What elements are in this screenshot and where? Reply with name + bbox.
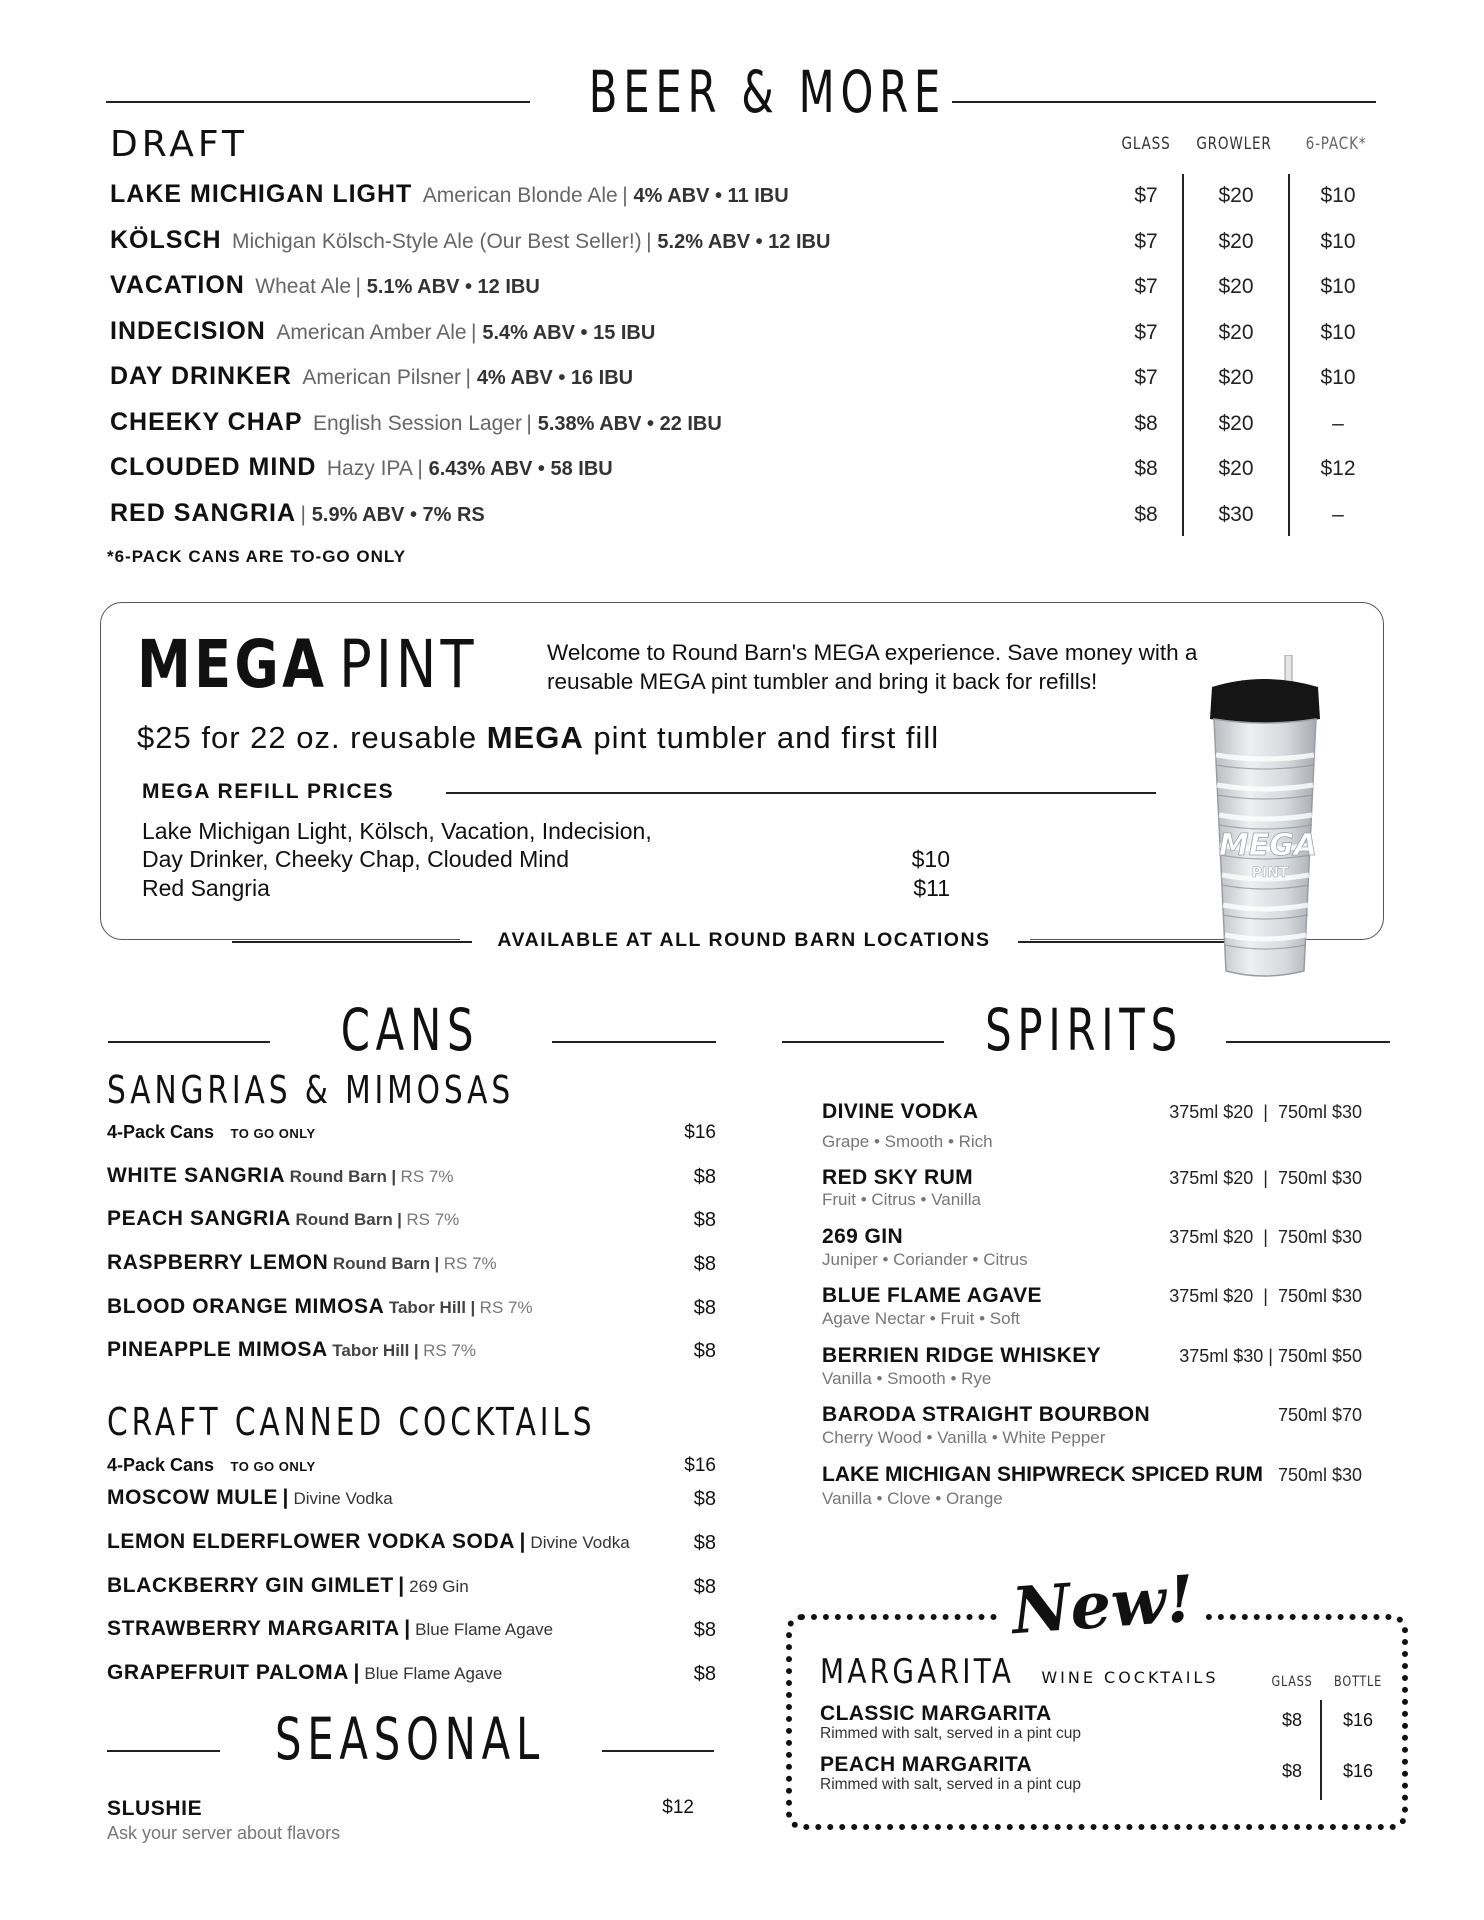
beer-name: VACATION: [110, 271, 245, 299]
seasonal-title-rule-right: [602, 1750, 714, 1752]
margarita-name: CLASSIC MARGARITA: [820, 1702, 1052, 1725]
can-rs: RS 7%: [423, 1341, 476, 1360]
cocktail-price: $8: [693, 1488, 716, 1510]
list-item: [107, 1617, 553, 1641]
cocktail-pack-row: [107, 1455, 316, 1476]
seasonal-item-note: Ask your server about flavors: [107, 1823, 341, 1843]
cup-label-pint: PINT: [1251, 865, 1289, 881]
beer-stats: 5.4% ABV • 15 IBU: [482, 322, 656, 344]
draft-row: [110, 453, 613, 482]
spirit-price: 375ml $30 | 750ml $50: [1179, 1346, 1362, 1366]
spirit-name: LAKE MICHIGAN SHIPWRECK SPICED RUM: [822, 1463, 1264, 1486]
can-price: $8: [693, 1340, 716, 1362]
mega-offer-pre: $25 for 22 oz. reusable: [137, 720, 478, 755]
beer-name: DAY DRINKER: [110, 362, 292, 390]
spirit-name: RED SKY RUM: [822, 1166, 974, 1189]
separator: |: [398, 1574, 405, 1597]
available-rule-left: [232, 941, 472, 943]
separator: |: [391, 1167, 397, 1186]
beer-name: CHEEKY CHAP: [110, 408, 303, 436]
beer-style: American Pilsner: [302, 366, 462, 389]
draft-row: [110, 271, 540, 300]
seasonal-title-rule-left: [107, 1750, 220, 1752]
beer-stats: 4% ABV • 11 IBU: [633, 185, 789, 207]
list-item: [107, 1486, 393, 1510]
beer-style: American Blonde Ale: [422, 184, 618, 207]
cocktail-spirit: Blue Flame Agave: [415, 1620, 554, 1639]
cocktail-name: BLACKBERRY GIN GIMLET: [107, 1574, 394, 1597]
seasonal-section-title: SEASONAL: [275, 1705, 545, 1773]
sixpack-price: $10: [1320, 230, 1356, 253]
list-item: [107, 1207, 459, 1231]
beer-stats: 5.38% ABV • 22 IBU: [537, 413, 722, 435]
can-price: $8: [693, 1166, 716, 1188]
spirit-price: 375ml $20 | 750ml $30: [1169, 1102, 1362, 1122]
can-price: $8: [693, 1253, 716, 1275]
beer-name: RED SANGRIA: [110, 499, 297, 527]
separator: |: [434, 1254, 440, 1273]
beer-stats: 6.43% ABV • 58 IBU: [428, 458, 613, 480]
glass-price: $7: [1134, 275, 1158, 298]
draft-row: [110, 408, 722, 437]
draft-row: [110, 180, 789, 209]
list-item: [107, 1164, 453, 1188]
separator: |: [397, 1210, 402, 1229]
can-name: BLOOD ORANGE MIMOSA: [107, 1295, 385, 1318]
spirit-notes: Vanilla • Smooth • Rye: [822, 1369, 992, 1388]
sixpack-footnote: *6-PACK CANS ARE TO-GO ONLY: [107, 547, 407, 566]
cans-title-rule-left: [108, 1041, 270, 1043]
cocktail-name: GRAPEFRUIT PALOMA: [107, 1661, 349, 1684]
can-name: WHITE SANGRIA: [107, 1164, 286, 1187]
beer-style: Wheat Ale: [255, 275, 352, 298]
margarita-glass-price: $8: [1281, 1710, 1303, 1730]
beer-style: American Amber Ale: [276, 321, 467, 344]
sixpack-divider: [1288, 174, 1290, 536]
sixpack-price: –: [1332, 412, 1344, 435]
mega-offer-bold: MEGA: [486, 720, 584, 755]
growler-price: $20: [1218, 366, 1254, 389]
seasonal-item-name: SLUSHIE: [107, 1797, 203, 1820]
separator: |: [282, 1486, 290, 1509]
draft-label: DRAFT: [110, 124, 248, 165]
cans-section-title: CANS: [340, 996, 480, 1064]
mega-pint-title: [137, 626, 478, 703]
growler-price: $20: [1218, 184, 1254, 207]
margarita-bottle-price: $16: [1342, 1761, 1374, 1781]
cocktail-spirit: 269 Gin: [409, 1577, 469, 1596]
separator: |: [355, 275, 367, 298]
sixpack-price: $10: [1320, 321, 1356, 344]
can-name: RASPBERRY LEMON: [107, 1251, 329, 1274]
separator: |: [417, 457, 429, 480]
new-label: New!: [1009, 1561, 1197, 1650]
sangria-pack-row: [107, 1122, 316, 1143]
sixpack-price: $10: [1320, 366, 1356, 389]
refill-line-3: Red Sangria: [142, 875, 270, 901]
togo-label: TO GO ONLY: [230, 1126, 316, 1141]
growler-divider: [1182, 174, 1184, 536]
spirit-price: 375ml $20 | 750ml $30: [1169, 1286, 1362, 1306]
cocktail-name: LEMON ELDERFLOWER VODKA SODA: [107, 1530, 516, 1553]
can-maker: Round Barn: [332, 1254, 431, 1273]
separator: |: [413, 1341, 419, 1360]
separator: |: [519, 1530, 526, 1553]
refill-heading: MEGA REFILL PRICES: [142, 780, 395, 803]
margarita-title-row: [820, 1652, 1218, 1692]
col-growler-header: GROWLER: [1196, 134, 1272, 154]
cocktail-spirit: Divine Vodka: [530, 1533, 630, 1552]
spirit-price: 750ml $70: [1277, 1405, 1362, 1425]
spirit-price: 375ml $20 | 750ml $30: [1169, 1227, 1362, 1247]
cocktail-name: MOSCOW MULE: [107, 1486, 279, 1509]
spirits-title-rule-right: [1226, 1041, 1390, 1043]
margarita-desc: Rimmed with salt, served in a pint cup: [820, 1725, 1082, 1742]
spirit-name: BLUE FLAME AGAVE: [822, 1284, 1042, 1307]
cans-title-rule-right: [552, 1041, 716, 1043]
pack-label: 4-Pack Cans: [107, 1122, 215, 1142]
spirit-notes: Cherry Wood • Vanilla • White Pepper: [822, 1428, 1106, 1447]
spirit-name: DIVINE VODKA: [822, 1100, 979, 1123]
can-rs: RS 7%: [406, 1210, 460, 1229]
separator: |: [300, 503, 312, 526]
spirit-notes: Grape • Smooth • Rich: [822, 1132, 993, 1151]
sangrias-subtitle: SANGRIAS & MIMOSAS: [107, 1068, 515, 1112]
growler-price: $30: [1218, 503, 1254, 526]
beer-title-rule-right: [952, 101, 1376, 103]
can-maker: Round Barn: [289, 1167, 387, 1186]
can-maker: Tabor Hill: [332, 1341, 410, 1360]
can-name: PEACH SANGRIA: [107, 1207, 291, 1230]
list-item: [107, 1338, 476, 1362]
cocktail-price: $8: [693, 1576, 716, 1598]
draft-row: [110, 226, 830, 255]
spirit-notes: Juniper • Coriander • Citrus: [822, 1250, 1028, 1269]
beer-stats: 5.9% ABV • 7% RS: [311, 504, 485, 526]
can-rs: RS 7%: [479, 1298, 533, 1317]
pack-label: 4-Pack Cans: [107, 1455, 215, 1475]
glass-price: $7: [1134, 366, 1158, 389]
can-maker: Tabor Hill: [388, 1298, 466, 1317]
separator: |: [622, 184, 634, 207]
glass-price: $8: [1134, 412, 1158, 435]
separator: |: [470, 1298, 476, 1317]
cocktail-name: STRAWBERRY MARGARITA: [107, 1617, 400, 1640]
draft-row: [110, 499, 485, 528]
glass-price: $7: [1134, 184, 1158, 207]
col-sixpack-header: 6-PACK*: [1305, 134, 1367, 154]
list-item: [107, 1251, 497, 1275]
margarita-desc: Rimmed with salt, served in a pint cup: [820, 1776, 1082, 1793]
beer-style: Hazy IPA: [326, 457, 413, 480]
refill-heading-rule: [446, 792, 1156, 794]
growler-price: $20: [1218, 321, 1254, 344]
beer-style: Michigan Kölsch-Style Ale (Our Best Seller!): [232, 230, 642, 253]
glass-price: $7: [1134, 230, 1158, 253]
sixpack-price: $10: [1320, 275, 1356, 298]
list-item: [107, 1530, 630, 1554]
refill-price-1: $10: [911, 846, 950, 872]
spirit-notes: Agave Nectar • Fruit • Soft: [822, 1309, 1021, 1328]
separator: |: [465, 366, 477, 389]
cocktail-spirit: Blue Flame Agave: [364, 1664, 503, 1683]
cocktail-pack-price: $16: [684, 1455, 716, 1476]
can-name: PINEAPPLE MIMOSA: [107, 1338, 328, 1361]
margarita-bottle-price: $16: [1342, 1710, 1374, 1730]
beer-name: CLOUDED MIND: [110, 453, 317, 481]
beer-name: LAKE MICHIGAN LIGHT: [110, 180, 413, 208]
spirits-title-rule-left: [782, 1041, 944, 1043]
can-price: $8: [693, 1209, 716, 1231]
spirit-name: BERRIEN RIDGE WHISKEY: [822, 1344, 1102, 1367]
cocktail-price: $8: [693, 1619, 716, 1641]
separator: |: [471, 321, 483, 344]
glass-price: $7: [1134, 321, 1158, 344]
margarita-title: MARGARITA: [820, 1652, 1015, 1692]
seasonal-item-price: $12: [662, 1797, 694, 1818]
margarita-subtitle: WINE COCKTAILS: [1041, 1668, 1219, 1687]
mega-offer-post: pint tumbler and first fill: [593, 720, 940, 755]
mega-title-bold: MEGA: [137, 626, 328, 703]
growler-price: $20: [1218, 412, 1254, 435]
glass-price: $8: [1134, 457, 1158, 480]
growler-price: $20: [1218, 275, 1254, 298]
list-item: [107, 1661, 502, 1685]
cocktail-price: $8: [693, 1663, 716, 1685]
beer-stats: 4% ABV • 16 IBU: [476, 367, 634, 389]
can-rs: RS 7%: [400, 1167, 454, 1186]
separator: |: [404, 1617, 411, 1640]
beer-stats: 5.1% ABV • 12 IBU: [366, 276, 540, 298]
can-maker: Round Barn: [295, 1210, 393, 1229]
mega-offer: [137, 720, 939, 756]
sangria-pack-price: $16: [684, 1122, 716, 1143]
togo-label: TO GO ONLY: [230, 1459, 316, 1474]
mega-title-light: PINT: [339, 626, 478, 703]
can-price: $8: [693, 1297, 716, 1319]
refill-line-1: Lake Michigan Light, Kölsch, Vacation, Indecision,: [142, 818, 652, 844]
cocktail-spirit: Divine Vodka: [293, 1489, 393, 1508]
separator: |: [646, 230, 658, 253]
spirits-section-title: SPIRITS: [985, 996, 1183, 1064]
cup-label-mega: MEGA: [1218, 828, 1318, 863]
mega-welcome-text: Welcome to Round Barn's MEGA experience. Save money with a reusable MEGA pint tumbler and bring it back for refills!: [547, 640, 1198, 694]
growler-price: $20: [1218, 230, 1254, 253]
col-glass-header: GLASS: [1121, 134, 1171, 154]
lid: [1210, 679, 1320, 723]
spirit-price: 375ml $20 | 750ml $30: [1169, 1168, 1362, 1188]
sixpack-price: $12: [1320, 457, 1356, 480]
beer-title-rule-left: [106, 101, 530, 103]
spirit-name: 269 GIN: [822, 1225, 904, 1248]
refill-line-2: Day Drinker, Cheeky Chap, Clouded Mind: [142, 846, 569, 872]
beer-style: English Session Lager: [312, 412, 522, 435]
cocktail-price: $8: [693, 1532, 716, 1554]
sixpack-price: $10: [1320, 184, 1356, 207]
cocktails-subtitle: CRAFT CANNED COCKTAILS: [107, 1400, 596, 1444]
spirit-name: BARODA STRAIGHT BOURBON: [822, 1403, 1151, 1426]
beer-name: INDECISION: [110, 317, 266, 345]
spirit-notes: Vanilla • Clove • Orange: [822, 1489, 1003, 1508]
spirit-notes: Fruit • Citrus • Vanilla: [822, 1190, 981, 1209]
spirit-price: 750ml $30: [1277, 1465, 1362, 1485]
mega-tumbler-illustration: [1200, 655, 1330, 985]
sixpack-price: –: [1332, 503, 1344, 526]
beer-name: KÖLSCH: [110, 226, 222, 254]
margarita-col-glass: GLASS: [1271, 1674, 1313, 1690]
separator: |: [526, 412, 538, 435]
refill-price-2: $11: [913, 875, 950, 901]
margarita-col-bottle: BOTTLE: [1334, 1674, 1382, 1690]
draft-row: [110, 317, 655, 346]
separator: |: [353, 1661, 360, 1684]
beer-stats: 5.2% ABV • 12 IBU: [657, 231, 831, 253]
margarita-glass-price: $8: [1281, 1761, 1303, 1781]
glass-price: $8: [1134, 503, 1158, 526]
can-rs: RS 7%: [443, 1254, 497, 1273]
draft-row: [110, 362, 633, 391]
available-text: AVAILABLE AT ALL ROUND BARN LOCATIONS: [497, 929, 991, 951]
margarita-name: PEACH MARGARITA: [820, 1753, 1033, 1776]
growler-price: $20: [1218, 457, 1254, 480]
list-item: [107, 1295, 533, 1319]
list-item: [107, 1574, 469, 1598]
beer-section-title: BEER & MORE: [588, 58, 947, 126]
